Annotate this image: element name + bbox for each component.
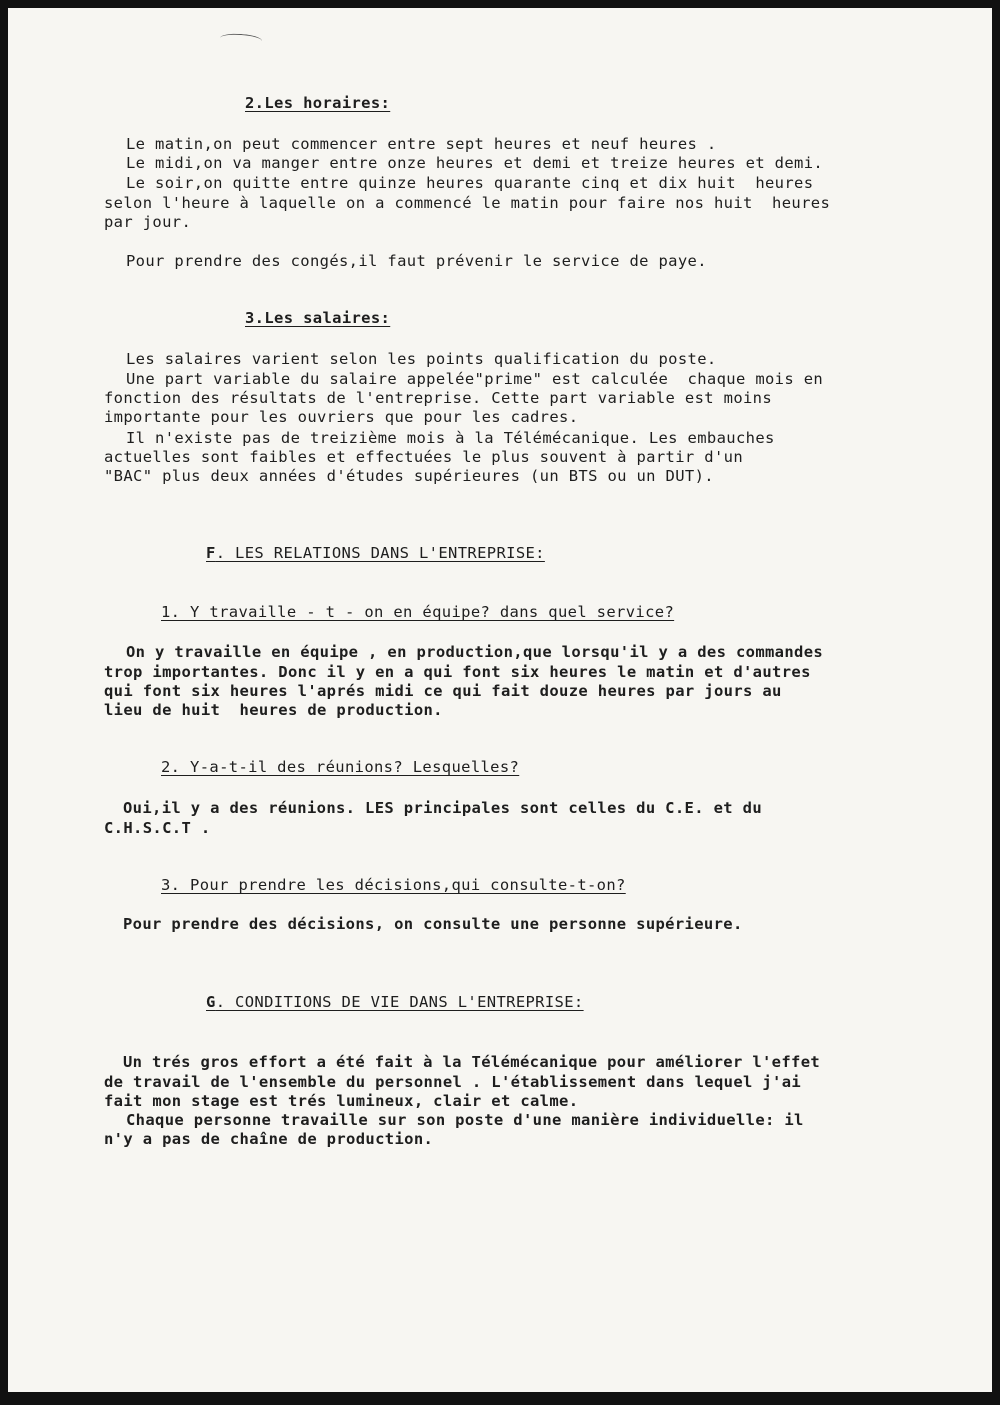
section-g-letter: G xyxy=(206,993,216,1011)
horaires-line-4: selon l'heure à laquelle on a commencé le matin pour faire nos huit heures xyxy=(104,194,831,212)
horaires-line-3: Le soir,on quitte entre quinze heures quarante cinq et dix huit heures xyxy=(126,174,814,192)
section-f-heading xyxy=(206,544,545,563)
horaires-heading: 2.Les horaires: xyxy=(245,94,391,112)
conditions-line-3: fait mon stage est trés lumineux, clair et calme. xyxy=(104,1092,579,1110)
horaires-line-1: Le matin,on peut commencer entre sept heures et neuf heures . xyxy=(126,135,717,153)
salaires-line-1: Les salaires varient selon les points qualification du poste. xyxy=(126,350,717,368)
relations-q1-line-4: lieu de huit heures de production. xyxy=(104,701,443,719)
relations-q1-line-2: trop importantes. Donc il y en a qui font six heures le matin et d'autres xyxy=(104,663,811,681)
section-g-heading xyxy=(206,993,584,1012)
relations-q2-line-2: C.H.S.C.T . xyxy=(104,819,211,837)
horaires-line-2: Le midi,on va manger entre onze heures et demi et treize heures et demi. xyxy=(126,154,824,172)
relations-q1-heading: 1. Y travaille - t - on en équipe? dans quel service? xyxy=(161,603,675,621)
relations-q2-line-1: Oui,il y a des réunions. LES principales sont celles du C.E. et du xyxy=(123,799,762,817)
section-g-title: . CONDITIONS DE VIE DANS L'ENTREPRISE: xyxy=(215,993,584,1011)
relations-q1-line-1: On y travaille en équipe , en production,que lorsqu'il y a des commandes xyxy=(126,643,824,661)
conditions-line-5: n'y a pas de chaîne de production. xyxy=(104,1130,434,1148)
salaires-line-5: Il n'existe pas de treizième mois à la Télémécanique. Les embauches xyxy=(126,429,775,447)
salaires-line-4: importante pour les ouvriers que pour les cadres. xyxy=(104,408,579,426)
relations-q1-line-3: qui font six heures l'aprés midi ce qui fait douze heures par jours au xyxy=(104,682,782,700)
horaires-line-5: par jour. xyxy=(104,213,192,231)
conditions-line-4: Chaque personne travaille sur son poste d'une manière individuelle: il xyxy=(126,1111,804,1129)
horaires-conges: Pour prendre des congés,il faut prévenir le service de paye. xyxy=(126,252,707,270)
relations-q2-heading: 2. Y-a-t-il des réunions? Lesquelles? xyxy=(161,758,520,776)
pen-mark xyxy=(220,33,263,47)
conditions-line-1: Un trés gros effort a été fait à la Télémécanique pour améliorer l'effet xyxy=(123,1053,821,1071)
document-page xyxy=(8,8,992,1392)
salaires-line-3: fonction des résultats de l'entreprise. Cette part variable est moins xyxy=(104,389,773,407)
section-f-title: . LES RELATIONS DANS L'ENTREPRISE: xyxy=(215,544,545,562)
salaires-line-7: "BAC" plus deux années d'études supérieures (un BTS ou un DUT). xyxy=(104,467,714,485)
conditions-line-2: de travail de l'ensemble du personnel . L'établissement dans lequel j'ai xyxy=(104,1073,802,1091)
relations-q3-line-1: Pour prendre des décisions, on consulte une personne supérieure. xyxy=(123,915,743,933)
salaires-line-6: actuelles sont faibles et effectuées le plus souvent à partir d'un xyxy=(104,448,743,466)
relations-q3-heading: 3. Pour prendre les décisions,qui consulte-t-on? xyxy=(161,876,626,894)
section-f-letter: F xyxy=(206,544,216,562)
salaires-line-2: Une part variable du salaire appelée"prime" est calculée chaque mois en xyxy=(126,370,824,388)
salaires-heading: 3.Les salaires: xyxy=(245,309,391,327)
